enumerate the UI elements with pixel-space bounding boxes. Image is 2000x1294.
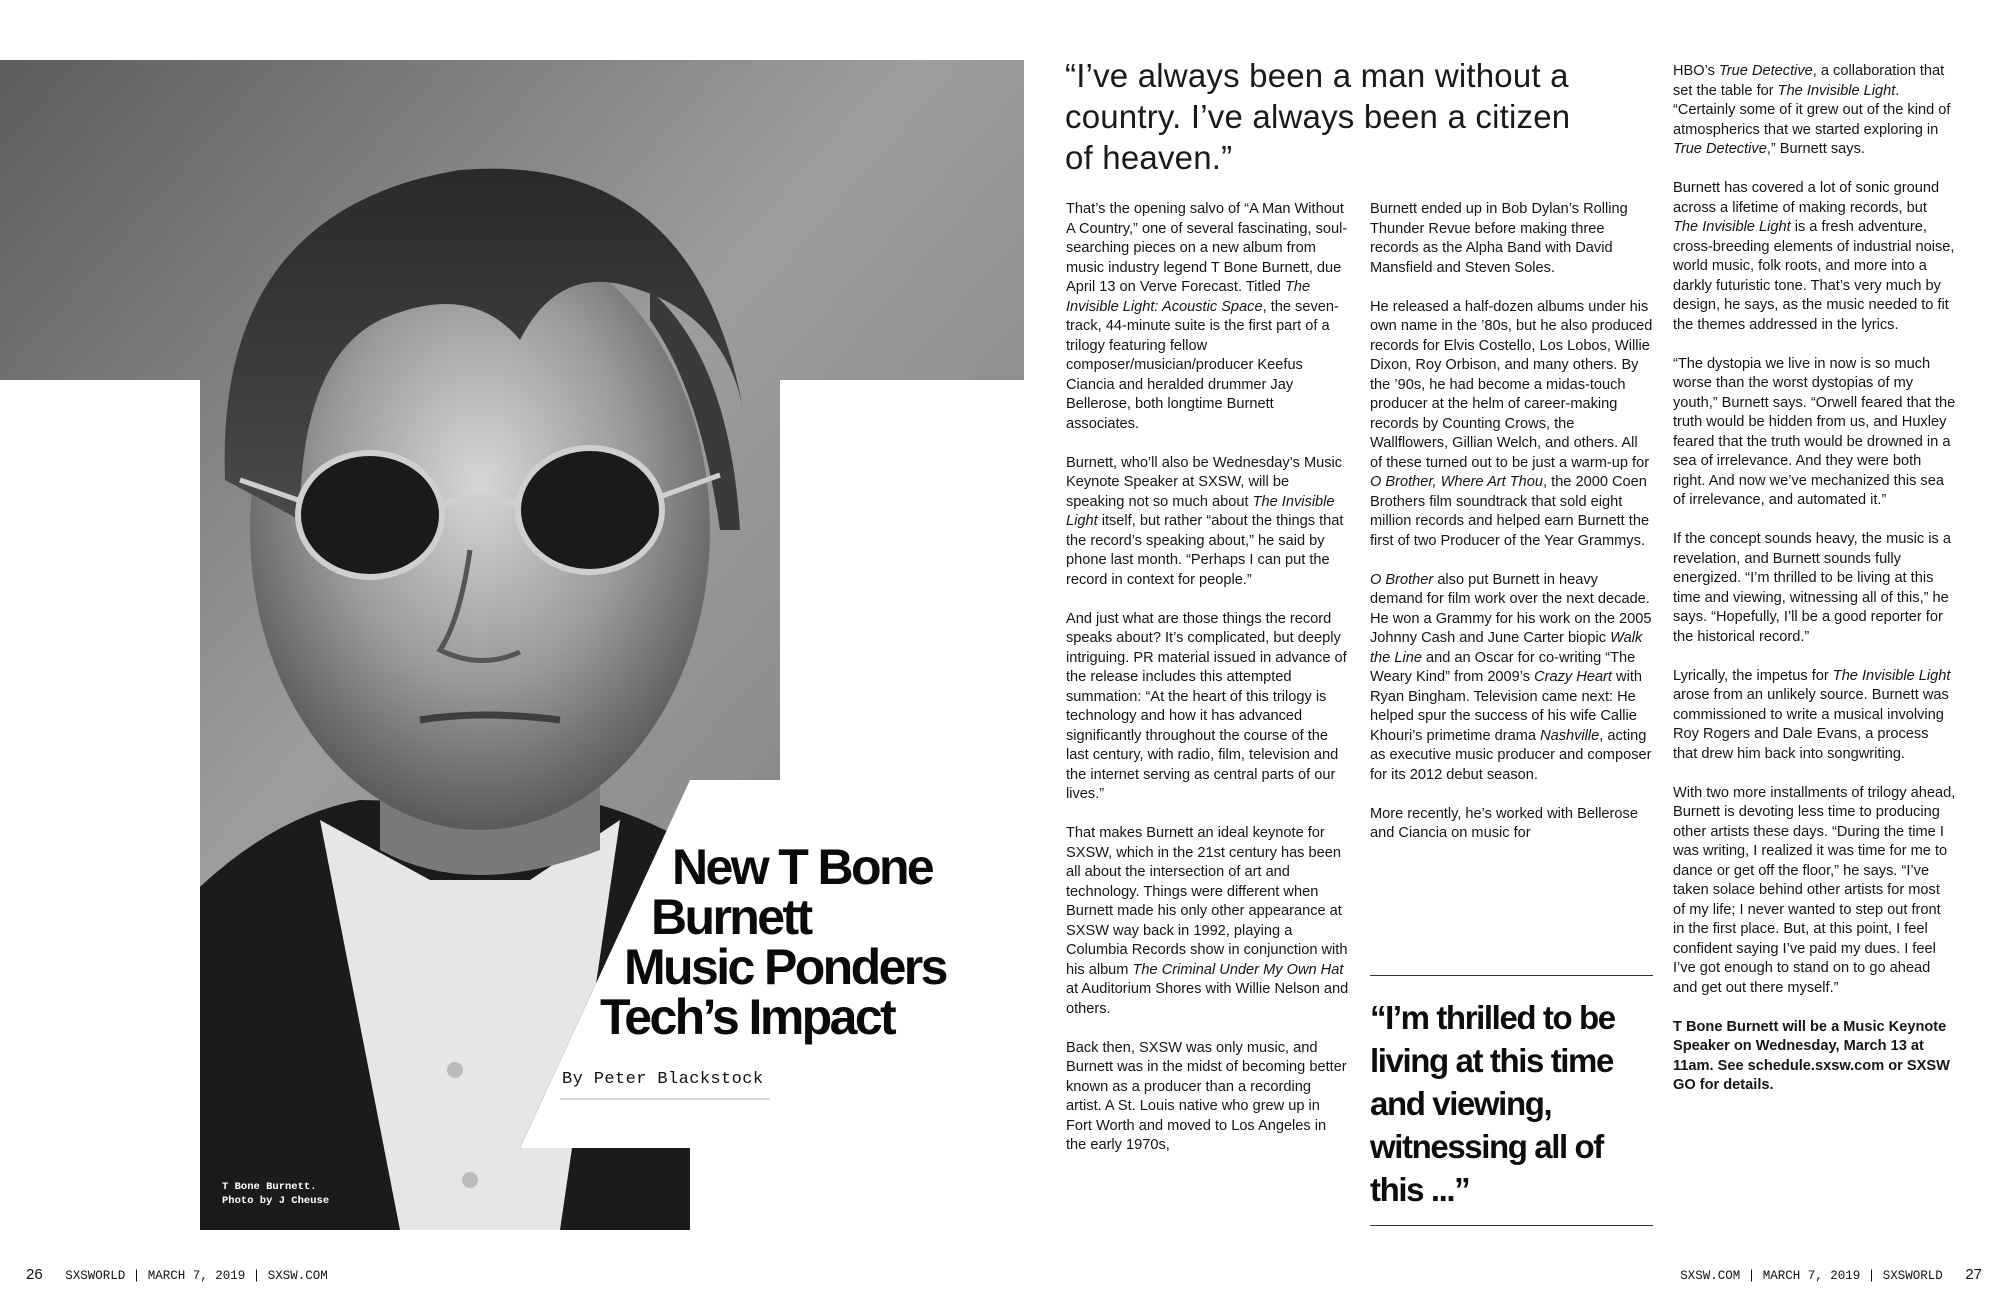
body-text-run: “The dystopia we live in now is so much worse than the worst dystopias of my youth,” Burnett says. “Orwell feared that the truth would be hidden from us, and Huxley feared that the truth would be drowned in a sea of irrelevance. And they were both right. And now we’ve mechanized this sea of irrelevance, and automated it.” — [1673, 355, 1956, 508]
italic-title-text: The Invisible Light — [1832, 667, 1951, 684]
body-text-run: Back then, SXSW was only music, and Burnett was in the midst of becoming better known as a producer than a recording artist. A St. Louis native who grew up in Fort Worth and moved to Los Angeles in the early 1970s, — [1066, 1039, 1347, 1153]
body-paragraph — [1370, 805, 1653, 844]
body-paragraph — [1066, 610, 1349, 805]
italic-title-text: O Brother — [1370, 571, 1434, 588]
italic-title-text: True Detective — [1718, 63, 1813, 79]
body-paragraph — [1673, 667, 1956, 765]
byline-divider — [560, 1098, 770, 1100]
photo-caption-line: T Bone Burnett. — [222, 1181, 317, 1193]
pull-quote-bottom-rule — [1370, 1225, 1653, 1226]
body-text-run: He released a half-dozen albums under his own name in the ’80s, but he also produced records for Elvis Costello, Los Lobos, Willie Dixon, Roy Orbison, and many others. By the ’90s, he had become a midas-touch producer at the helm of career-making records by Counting Crows, the Wallflowers, Gillian Welch, and others. All of these turned out to be just a warm-up for — [1370, 298, 1653, 471]
folio-text: SXSWORLD | MARCH 7, 2019 | SXSW.COM — [65, 1269, 328, 1283]
headline-line: Music Ponders — [624, 939, 946, 995]
body-text-run: With two more installments of trilogy ahead, Burnett is devoting less time to producing other artists these days. “During the time I was writing, I realized it was time for me to dance or get off the floor,” he says. “I’ve taken solace behind other artists for most of my life; I never wanted to step out front in the first place. But, at this point, I feel confident saying I’ve paid my dues. I feel I’ve got enough to stand on to go ahead and get out there myself.” — [1673, 784, 1956, 996]
italic-title-text: O Brother, Where Art Thou — [1370, 474, 1544, 490]
body-text-run: , a collaboration that set the table for — [1673, 63, 1945, 99]
italic-title-text: The Criminal Under My Own Hat — [1132, 961, 1344, 978]
body-paragraph — [1066, 1039, 1349, 1156]
body-paragraph — [1370, 200, 1653, 278]
headline-line: Burnett — [651, 889, 811, 945]
body-text-run: If the concept sounds heavy, the music is a revelation, and Burnett sounds fully energized. “I’m thrilled to be living at this time and viewing, witnessing all of this,” he says. “Hopefully, I’ll be a good reporter for the historical record.” — [1673, 531, 1951, 645]
headline — [600, 839, 1020, 1045]
body-text-run: arose from an unlikely source. Burnett was commissioned to write a musical involving Roy Rogers and Dale Evans, a process that drew him back into songwriting. — [1673, 687, 1949, 762]
body-text-run: Burnett, who’ll also be Wednesday’s Music Keynote Speaker at SXSW, will be speaking not so much about — [1066, 454, 1343, 510]
body-text-run: Burnett ended up in Bob Dylan’s Rolling Thunder Revue before making three records as the Alpha Band with David Mansfield and Steven Soles. — [1370, 201, 1628, 276]
italic-title-text: The Invisible Light — [1777, 82, 1896, 99]
italic-title-text: The Invisible Light — [1673, 219, 1791, 235]
headline-line: New T Bone — [672, 839, 933, 895]
body-text-run: at Auditorium Shores with Willie Nelson and others. — [1066, 981, 1349, 1017]
byline: By Peter Blackstock — [562, 1070, 764, 1089]
headline-line: Tech’s Impact — [600, 989, 895, 1045]
page-number: 26 — [26, 1266, 43, 1283]
body-text-run: is a fresh adventure, cross-breeding elements of industrial noise, world music, folk roots, and more into a darkly futuristic tone. That’s very much by design, he says, as the music needed to fit the themes addressed in the lyrics. — [1673, 219, 1955, 333]
body-text-run: also put Burnett in heavy demand for film work over the next decade. He won a Grammy for his work on the 2005 Johnny Cash and June Carter biopic — [1370, 571, 1652, 646]
italic-title-text: The Invisible Light: Acoustic Space — [1066, 279, 1311, 315]
body-text-run: and an Oscar for co-writing “The Weary Kind” from 2009’s — [1370, 649, 1636, 685]
body-text-run: T Bone Burnett will be a Music Keynote Speaker on Wednesday, March 13 at 11am. See schedule.sxsw.com or SXSW GO for details. — [1673, 1018, 1950, 1093]
portrait-photo — [0, 60, 1024, 1230]
inline-pull-quote — [1370, 975, 1653, 1226]
body-text-run: , acting as executive music producer and composer for its 2012 debut season. — [1370, 727, 1652, 783]
photo-caption-line: Photo by J Cheuse — [222, 1195, 330, 1207]
folio-text: SXSW.COM | MARCH 7, 2019 | SXSWORLD — [1680, 1269, 1943, 1283]
body-text-run: That’s the opening salvo of “A Man Without A Country,” one of several fascinating, soul-searching pieces on a new album from music industry legend T Bone Burnett, due April 13 on Verve Forecast. Titled — [1066, 201, 1348, 295]
body-text-run: More recently, he’s worked with Bellerose and Ciancia on music for — [1370, 805, 1638, 841]
body-text-run: And just what are those things the record speaks about? It’s complicated, but deeply intriguing. PR material issued in advance of the release includes this attempted summation: “At the heart of this trilogy is technology and how it has advanced significantly throughout the course of the last century, with radio, film, television and the internet serving as central parts of our lives.” — [1066, 610, 1347, 802]
body-text-run: , the 2000 Coen Brothers film soundtrack that sold eight million records and helped earn Burnett the first of two Producer of the Year Grammys. — [1370, 474, 1650, 549]
italic-title-text: True Detective — [1673, 141, 1767, 157]
body-text-run: Lyrically, the impetus for — [1673, 667, 1833, 684]
body-text-run: itself, but rather “about the things that the record’s speaking about,” he said by phone last month. “Perhaps I can put the record in context for people.” — [1066, 513, 1344, 588]
body-column-1 — [1066, 200, 1349, 1156]
body-paragraph — [1673, 179, 1956, 335]
italic-title-text: Crazy Heart — [1534, 669, 1612, 685]
body-text-run: , the seven-track, 44-minute suite is the first part of a trilogy featuring fellow composer/musician/producer Keefus Ciancia and heralded drummer Jay Bellerose, both longtime Burnett associates. — [1066, 298, 1339, 432]
body-text-run: Burnett has covered a lot of sonic ground across a lifetime of making records, but — [1673, 180, 1940, 216]
italic-title-text: The Invisible Light — [1066, 493, 1335, 529]
body-text-run: ,” Burnett says. — [1766, 141, 1865, 157]
italic-title-text: Nashville — [1540, 727, 1600, 744]
body-paragraph — [1673, 62, 1956, 160]
t-shaped-photo-image — [0, 60, 1024, 1230]
body-paragraph — [1673, 1018, 1956, 1096]
body-paragraph — [1066, 454, 1349, 591]
folio-right — [1680, 1266, 1982, 1283]
body-paragraph — [1673, 530, 1956, 647]
body-paragraph — [1370, 298, 1653, 552]
body-text-run: with Ryan Bingham. Television came next: He helped spur the success of his wife Callie Khouri’s primetime drama — [1370, 669, 1642, 744]
body-paragraph — [1673, 355, 1956, 511]
body-paragraph — [1066, 200, 1349, 434]
body-paragraph — [1066, 824, 1349, 1019]
page-number: 27 — [1965, 1266, 1982, 1283]
italic-title-text: Walk the Line — [1370, 630, 1643, 666]
opening-pull-quote: “I’ve always been a man without a country. I’ve always been a citizen of heaven.” — [1065, 57, 1571, 176]
pull-quote-text: “I’m thrilled to be living at this time and viewing, witnessing all of this ...” — [1370, 999, 1615, 1208]
body-column-2 — [1370, 200, 1653, 844]
body-paragraph — [1673, 784, 1956, 999]
photo-caption — [222, 1180, 352, 1208]
body-paragraph — [1370, 571, 1653, 786]
body-text-run: . “Certainly some of it grew out of the kind of atmospherics that we started exploring in — [1673, 82, 1951, 138]
folio-left — [26, 1266, 328, 1283]
body-text-run: HBO’s — [1673, 63, 1719, 79]
body-column-3 — [1673, 62, 1956, 1096]
body-text-run: That makes Burnett an ideal keynote for SXSW, which in the 21st century has been all about the intersection of art and technology. Things were different when Burnett made his only other appearance at SXSW way back in 1992, playing a Columbia Records show in conjunction with his album — [1066, 825, 1348, 978]
